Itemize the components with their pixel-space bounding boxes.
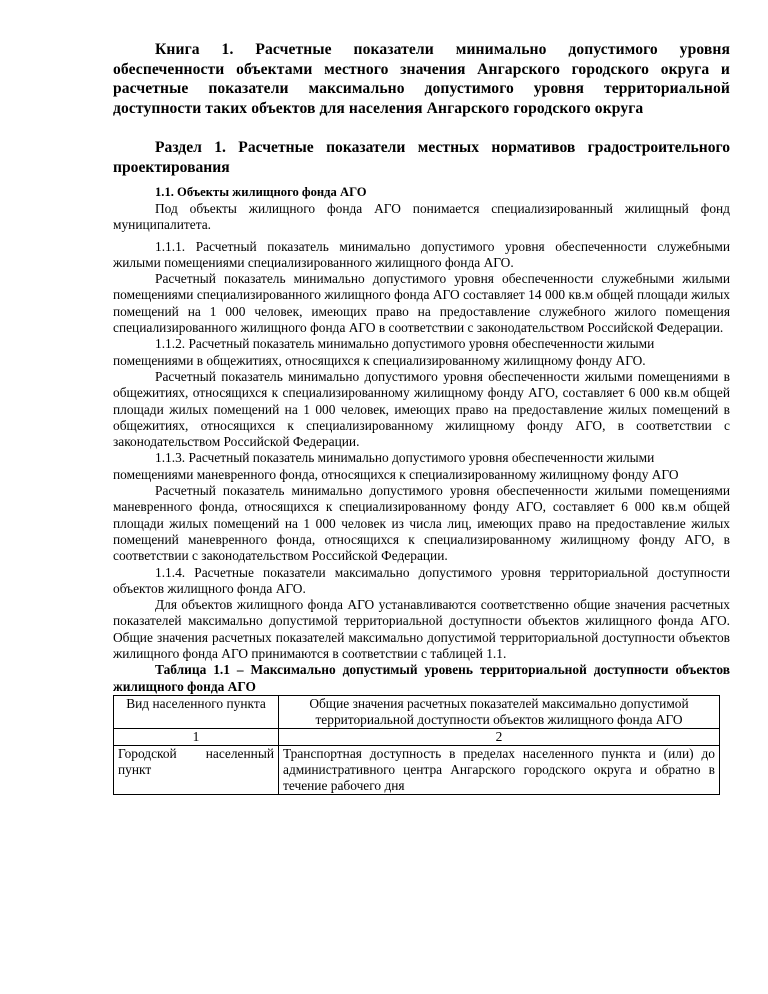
table-column-number-row (114, 728, 720, 745)
document-page (113, 40, 730, 795)
column-number-cell: 1 (114, 728, 279, 745)
table-header-cell: Общие значения расчетных показателей максимально допустимой территориальной доступности объектов жилищного фонда АГО (279, 695, 720, 728)
paragraph: Под объекты жилищного фонда АГО понимается специализированный жилищный фонд муниципалитета. (113, 201, 730, 233)
book-title: Книга 1. Расчетные показатели минимально допустимого уровня обеспеченности объектами местного значения Ангарского городского округа и расчетные показатели максимально допустимого уровня территориальной доступности таких объектов для населения Ангарского городского округа (113, 41, 730, 117)
table-cell: Транспортная доступность в пределах населенного пункта и (или) до административного центра Ангарского городского округа и обратно в течение рабочего дня (279, 745, 720, 794)
table-cell: Городской населенный пункт (114, 745, 279, 794)
territorial-access-table (113, 695, 720, 795)
paragraph: 1.1.1. Расчетный показатель минимально допустимого уровня обеспеченности служебными жилыми помещениями специализированного жилищного фонда АГО. (113, 238, 730, 270)
paragraph: Расчетный показатель минимально допустимого уровня обеспеченности жилыми помещениями в общежитиях, относящихся к специализированному жилищному фонду АГО, составляет 6 000 кв.м общей площади жилых помещений на 1 000 человек, имеющих право на предоставление жилых помещений в общежитиях, относящихся к специализированному жилищному фонду АГО, в соответствии с законодательством Российской Федерации. (113, 368, 730, 450)
paragraph: 1.1.2. Расчетный показатель минимально допустимого уровня обеспеченности жилыми помещениями в общежитиях, относящихся к специализированному жилищному фонду АГО. (113, 336, 655, 368)
paragraph: 1.1.4. Расчетные показатели максимально допустимого уровня территориальной доступности объектов жилищного фонда АГО. (113, 564, 730, 596)
paragraph: 1.1.3. Расчетный показатель минимально допустимого уровня обеспеченности жилыми помещениями маневренного фонда, относящихся к специализированному жилищному фонду АГО (113, 450, 679, 482)
table-header-row (114, 695, 720, 728)
paragraph: Расчетный показатель минимально допустимого уровня обеспеченности служебными жилыми помещениями специализированного жилищного фонда АГО составляет 14 000 кв.м общей площади жилых помещений на 1 000 человек, имеющих право на предоставление служебного жилого помещения специализированного жилищного фонда АГО в соответствии с законодательством Российской Федерации. (113, 271, 730, 336)
table-caption: Таблица 1.1 – Максимально допустимый уровень территориальной доступности объектов жилищного фонда АГО (113, 662, 730, 694)
paragraph: Расчетный показатель минимально допустимого уровня обеспеченности жилыми помещениями маневренного фонда, относящихся к специализированному фонду АГО, составляет 6 000 кв.м общей площади жилых помещений на 1 000 человек из числа лиц, имеющих право на предоставление жилых помещений маневренного фонда, относящихся к специализированному жилищному фонду АГО, в соответствии с законодательством Российской Федерации. (113, 483, 730, 564)
paragraph: Для объектов жилищного фонда АГО устанавливаются соответственно общие значения расчетных показателей максимально допустимой территориальной доступности объектов жилищного фонда АГО. Общие значения расчетных показателей максимально допустимой территориальной доступности объектов жилищного фонда АГО принимаются в соответствии с таблицей 1.1. (113, 597, 730, 662)
section-title: Раздел 1. Расчетные показатели местных нормативов градостроительного проектирования (113, 139, 730, 176)
column-number-cell: 2 (279, 728, 720, 745)
table-row (114, 745, 720, 794)
table-header-cell: Вид населенного пункта (114, 695, 279, 728)
subsection-title: 1.1. Объекты жилищного фонда АГО (155, 185, 367, 199)
